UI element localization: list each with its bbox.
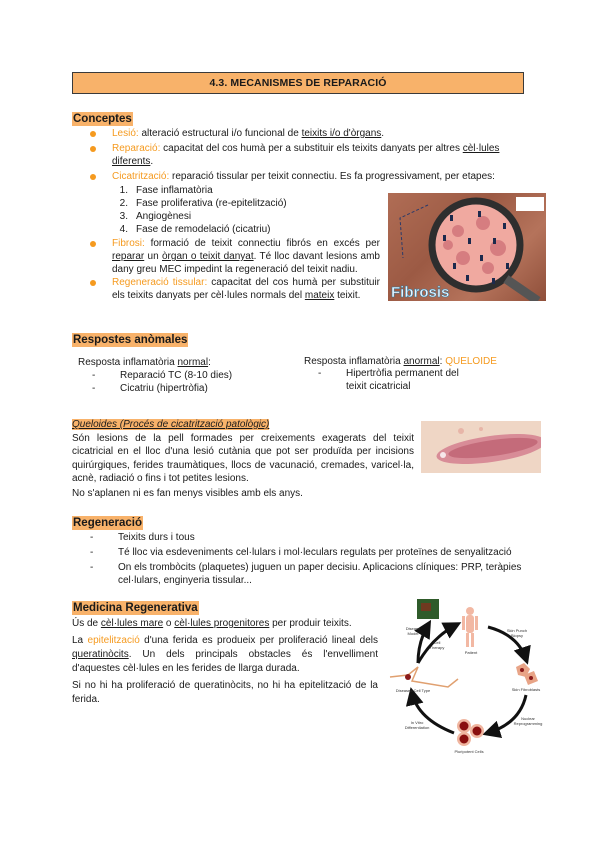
abnormal-item-text: Hipertròfia permanent del teixit cicatricial xyxy=(346,368,459,392)
rm-text: per produir teixits. xyxy=(269,618,352,629)
edge-nuclear-reprogramming: Nuclear Reprogramming xyxy=(513,716,543,726)
concept-regeneracio-tissular xyxy=(90,276,380,302)
svg-text:Fibrosis: Fibrosis xyxy=(391,284,450,301)
phase-item xyxy=(110,223,380,236)
concept-text: . xyxy=(150,156,154,167)
edge-cell-therapy: Cell Therapy xyxy=(429,640,445,650)
regeneration-item-text: Té lloc via esdeveniments cel·lulars i mol·leculars regulats per proteïnes de senyalització xyxy=(118,547,512,558)
concept-text: reparació tissular per teixit connectiu. Es fa progressivament, per etapes: xyxy=(169,171,495,182)
term-reparacio: Reparació: xyxy=(112,143,161,154)
normal-item: - Cicatriu (hipertròfia) xyxy=(92,383,208,394)
phase-number: 4. xyxy=(119,224,128,235)
regeneration-item: - On els trombòcits (plaquetes) juguen un paper decisiu. Aplicacions clíniques: PRP, teràpies cel·lulars, enginyeria tissular... xyxy=(90,561,530,587)
concept-text: un xyxy=(144,251,162,262)
phase-item xyxy=(110,210,380,223)
concept-underlined: òrgan o teixit danyat xyxy=(161,251,254,262)
normal-item-text: Cicatriu (hipertròfia) xyxy=(120,383,208,394)
rm-underlined: cèl·lules mare xyxy=(100,618,164,629)
regeneration-item-text: On els trombòcits (plaquetes) juguen un paper decisiu. Aplicacions clíniques: PRP, teràpies cel·lulars, enginyeria tissular... xyxy=(118,562,522,586)
response-label: Resposta inflamatòria xyxy=(78,357,178,368)
phase-item xyxy=(110,184,380,197)
anomalous-heading-text: Respostes anòmales xyxy=(73,334,188,346)
edge-skin-punch-biopsy: Skin Punch Biopsy xyxy=(506,628,528,638)
phase-label: Fase inflamatòria xyxy=(136,185,213,196)
concepts-heading xyxy=(72,112,133,126)
regeneration-heading xyxy=(72,516,143,530)
anomalous-heading xyxy=(72,333,188,347)
abnormal-response xyxy=(304,356,534,393)
concept-fibrosi xyxy=(90,237,380,276)
phase-label: Fase proliferativa (re-epitelització) xyxy=(136,198,287,209)
abnormal-item: - Hipertròfia permanent del teixit cicatricial xyxy=(318,367,468,393)
regeneration-item: - Té lloc via esdeveniments cel·lulars i mol·leculars regulats per proteïnes de senyalització xyxy=(90,547,512,558)
normal-item: - Reparació TC (8-10 dies) xyxy=(92,370,233,381)
keloid-scar-icon xyxy=(421,421,541,473)
fibrosis-magnifier-icon xyxy=(388,193,546,301)
concept-text: capacitat del cos humà per a substituir els teixits danyats per altres xyxy=(160,143,463,154)
keloids-heading-text: Queloides (Procés de cicatrització patològic) xyxy=(72,419,270,430)
concepts-heading-text: Conceptes xyxy=(73,113,132,125)
response-label: : xyxy=(439,356,446,367)
keloids-body xyxy=(72,432,414,500)
term-cicatritzacio: Cicatrització: xyxy=(112,171,170,182)
keloids-heading xyxy=(72,418,269,431)
keloids-paragraph: Són lesions de la pell formades per creixements exagerats del teixit cicatricial en el lloc d'una lesió cutània que pot ser produïda per incisions quirúrgiques, ferides traumàtiques, llocs de vacunació, cremades, varicel·la, acnè, radiació o fins i tot petites lesions. xyxy=(72,433,414,484)
rm-text: Ús de xyxy=(72,618,101,629)
concept-lesio xyxy=(90,127,528,140)
concept-text: formació de teixit connectiu fibrós en excés per xyxy=(144,238,380,249)
phases-list xyxy=(110,184,380,236)
phase-item xyxy=(110,197,380,210)
rm-text: . Un dels principals obstacles és l'envelliment d'aquestes cèl·lules en les ferides de llarga durada. xyxy=(72,649,378,674)
rm-text: La xyxy=(72,635,88,646)
regen-medicine-body xyxy=(72,617,378,707)
rm-paragraph: Si no hi ha proliferació de queratinòcits, no hi ha epitelització de la ferida. xyxy=(72,680,378,705)
regen-medicine-heading xyxy=(72,601,199,615)
page-title xyxy=(72,72,524,94)
normal-response xyxy=(78,356,288,395)
concept-text: . Té lloc davant lesions amb dany greu MEC impedint la regeneració del teixit nadiu. xyxy=(112,251,380,275)
rm-text: o xyxy=(163,618,175,629)
term-lesio: Lesió: xyxy=(112,128,139,139)
response-label-underlined: anormal xyxy=(403,356,440,367)
keloid-image xyxy=(421,421,541,473)
concept-text: . xyxy=(381,128,385,139)
response-label: Resposta inflamatòria xyxy=(304,356,404,367)
bullet-icon xyxy=(90,146,96,152)
fibrosis-image-label xyxy=(391,281,392,282)
rm-underlined: queratinòcits xyxy=(72,649,129,660)
concepts-list-2 xyxy=(90,237,380,302)
bullet-icon xyxy=(90,241,96,247)
regeneration-list xyxy=(90,531,530,587)
phase-label: Angiogènesi xyxy=(136,211,192,222)
bullet-icon xyxy=(90,131,96,137)
concept-text: alteració estructural i/o funcional de xyxy=(138,128,302,139)
keloids-paragraph: No s'aplanen ni es fan menys visibles amb els anys. xyxy=(72,488,303,500)
node-patient: Patient xyxy=(464,650,478,655)
rm-text: d'una ferida es produeix per proliferació lineal dels xyxy=(139,635,378,646)
concept-underlined: reparar xyxy=(112,251,145,262)
concept-text: teixit. xyxy=(334,290,361,301)
edge-in-vitro-differentiation: In Vitro Differentiation xyxy=(404,720,430,730)
phase-number: 3. xyxy=(119,211,128,222)
term-fibrosi: Fibrosi: xyxy=(112,238,145,249)
bullet-icon xyxy=(90,174,96,180)
bullet-icon xyxy=(90,280,96,286)
regen-medicine-heading-text: Medicina Regenerativa xyxy=(73,602,198,614)
regeneration-item: - Teixits durs i tous xyxy=(90,532,195,543)
concept-underlined: mateix xyxy=(304,290,335,301)
node-pluripotent-cells: Pluripotent Cells xyxy=(454,749,484,754)
concepts-list xyxy=(90,127,528,183)
concept-underlined: cèl·lules diferents xyxy=(112,143,500,167)
fibrosis-image xyxy=(388,193,546,301)
keloid-highlight: QUELOIDE xyxy=(445,356,497,367)
normal-item-text: Reparació TC (8-10 dies) xyxy=(120,370,233,381)
node-disease-model: Disease Model xyxy=(405,626,421,636)
response-label: : xyxy=(208,357,211,368)
cycle-diagram-icon xyxy=(388,597,548,765)
concept-cicatritzacio xyxy=(90,170,528,183)
regeneration-heading-text: Regeneració xyxy=(73,517,143,529)
rm-underlined: cèl·lules progenitores xyxy=(174,618,270,629)
concept-reparacio xyxy=(90,142,528,168)
page-title-text: 4.3. MECANISMES DE REPARACIÓ xyxy=(209,77,387,89)
phase-number: 1. xyxy=(119,185,128,196)
node-skin-fibroblasts: Skin Fibroblasts xyxy=(511,687,541,692)
concept-text: capacitat del cos humà per substituir els teixits danyats per cèl·lules normals del xyxy=(112,277,380,301)
rm-highlight: epitelització xyxy=(87,635,140,646)
phase-label: Fase de remodelació (cicatriu) xyxy=(136,224,271,235)
term-regeneracio: Regeneració tissular: xyxy=(112,277,208,288)
phase-number: 2. xyxy=(119,198,128,209)
regeneration-item-text: Teixits durs i tous xyxy=(118,532,195,543)
regenerative-cycle-diagram xyxy=(388,597,548,765)
concept-underlined: teixits i/o d'òrgans xyxy=(301,128,382,139)
node-diseased-cell-type: Diseased Cell Type xyxy=(395,688,431,693)
response-label-underlined: normal xyxy=(177,357,209,368)
